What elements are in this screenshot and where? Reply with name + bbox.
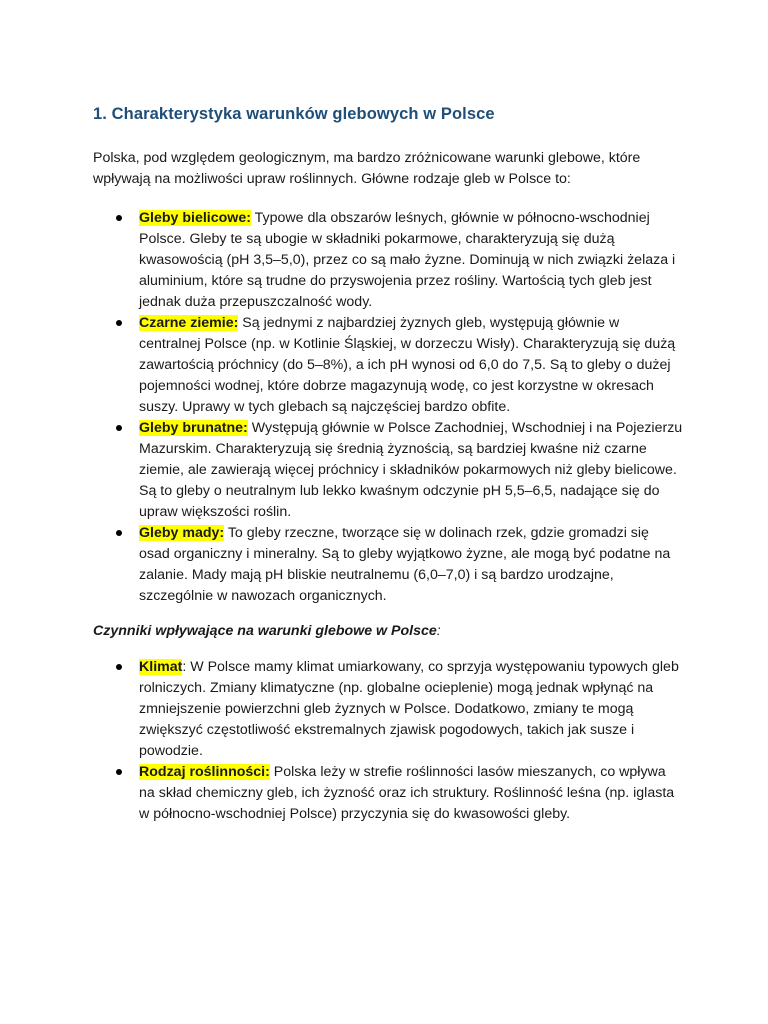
bullet-icon <box>116 530 122 536</box>
bullet-icon <box>116 320 122 326</box>
subheading-text: Czynniki wpływające na warunki glebowe w Polsce <box>93 623 437 639</box>
factors-list <box>93 657 683 825</box>
list-item <box>93 313 683 418</box>
bullet-icon <box>116 664 122 670</box>
list-item <box>93 657 683 762</box>
highlighted-term: Rodzaj roślinności: <box>139 764 270 780</box>
bullet-icon <box>116 425 122 431</box>
subheading-colon: : <box>436 623 441 639</box>
intro-paragraph: Polska, pod względem geologicznym, ma bardzo zróżnicowane warunki glebowe, które wpływają na możliwości upraw roślinnych. Główne rodzaje gleb w Polsce to: <box>93 150 641 187</box>
soil-types-list <box>93 208 683 607</box>
highlighted-term: Gleby bielicowe: <box>139 210 251 226</box>
factors-subheading <box>93 621 683 642</box>
list-item-text: Występują głównie w Polsce Zachodniej, Wschodniej i na Pojezierzu Mazurskim. Charakteryzują się średnią żyznością, są bardziej kwaśne niż czarne ziemie, ale zawierają więcej próchnicy i składników pokarmowych niż gleby bielicowe. Są to gleby o neutralnym lub lekko kwaśnym odczynie pH 5,5–6,5, nadające się do upraw większości roślin. <box>139 420 683 520</box>
list-item-text: Są jednymi z najbardziej żyznych gleb, występują głównie w centralnej Polsce (np. w Kotlinie Śląskiej, w dorzeczu Wisły). Charakteryzują się dużą zawartością próchnicy (do 5–8%), a ich pH wynosi od 6,0 do 7,5. Są to gleby o dużej pojemności wodnej, które dobrze magazynują wodę, co jest korzystne w okresach suszy. Uprawy w tych glebach są najczęściej bardzo obfite. <box>139 315 676 415</box>
list-item <box>93 208 683 313</box>
list-item <box>93 523 683 607</box>
list-item <box>93 418 683 523</box>
section-heading: 1. Charakterystyka warunków glebowych w Polsce <box>93 105 495 123</box>
list-item-text: Polska leży w strefie roślinności lasów mieszanych, co wpływa na skład chemiczny gleb, ich żyzność oraz ich struktury. Roślinność leśna (np. iglasta w północno-wschodniej Polsce) przyczynia się do kwasowości gleby. <box>139 764 675 822</box>
list-item <box>93 762 683 825</box>
list-item-text: Typowe dla obszarów leśnych, głównie w północno-wschodniej Polsce. Gleby te są ubogie w składniki pokarmowe, charakteryzują się dużą kwasowością (pH 3,5–5,0), przez co są mało żyzne. Dominują w nich związki żelaza i aluminium, które są trudne do przyswojenia przez rośliny. Wartością tych gleb jest jednak duża przepuszczalność wody. <box>139 210 676 310</box>
bullet-icon <box>116 769 122 775</box>
highlighted-term: Gleby mady: <box>139 525 225 541</box>
list-item-text: : W Polsce mamy klimat umiarkowany, co sprzyja występowaniu typowych gleb rolniczych. Zmiany klimatyczne (np. globalne ocieplenie) mogą jednak wpłynąć na zmniejszenie powierzchni gleb żyznych w Polsce. Dodatkowo, zmiany te mogą zwiększyć częstotliwość ekstremalnych zjawisk pogodowych, takich jak susze i powodzie. <box>139 659 679 759</box>
highlighted-term: Klimat <box>139 659 183 675</box>
highlighted-term: Czarne ziemie: <box>139 315 239 331</box>
bullet-icon <box>116 215 122 221</box>
document-page <box>93 102 683 825</box>
highlighted-term: Gleby brunatne: <box>139 420 248 436</box>
list-item-text: To gleby rzeczne, tworzące się w dolinach rzek, gdzie gromadzi się osad organiczny i mineralny. Są to gleby wyjątkowo żyzne, ale mogą być podatne na zalanie. Mady mają pH bliskie neutralnemu (6,0–7,0) i są bardzo urodzajne, szczególnie w nawozach organicznych. <box>139 525 671 604</box>
